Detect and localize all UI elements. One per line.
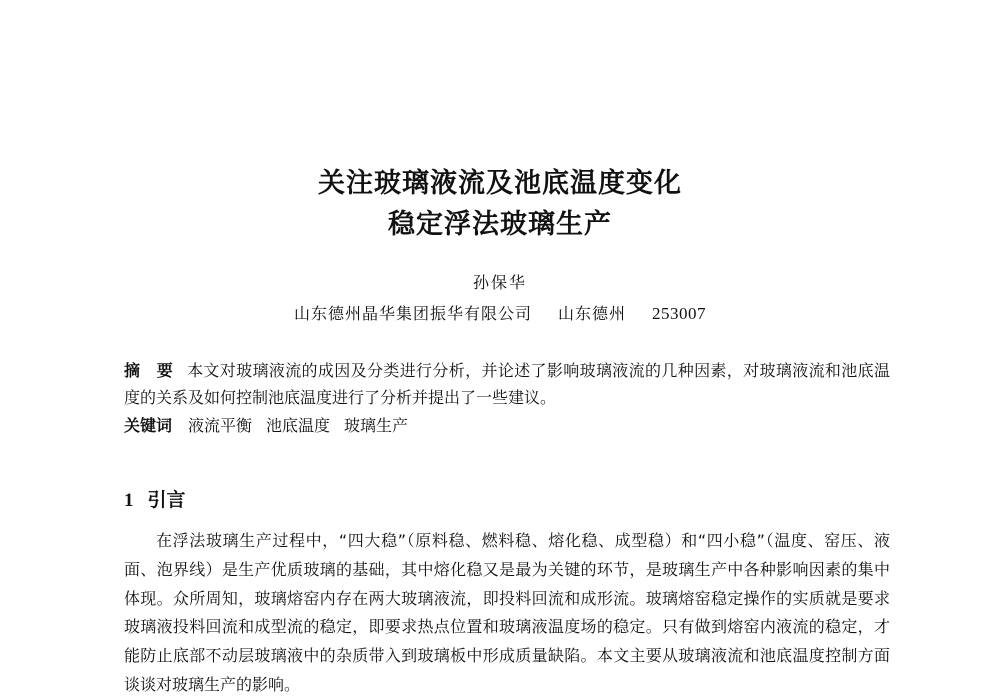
section-title: 引言 <box>147 489 186 511</box>
keyword-item: 液流平衡 <box>188 416 253 435</box>
keywords-label: 关键词 <box>124 416 173 435</box>
affiliation-city: 山东德州 <box>558 304 627 323</box>
section-paragraph: 在浮法玻璃生产过程中，“四大稳”（原料稳、燃料稳、熔化稳、成型稳）和“四小稳”（温度、窑压、液面、泡界线）是生产优质玻璃的基础，其中熔化稳又是最为关键的环节，是玻璃生产中各种影响因素的集中体现。众所周知，玻璃熔窑内存在两大玻璃液流，即投料回流和成形流。玻璃熔窑稳定操作的实质就是要求玻璃液投料回流和成型流的稳定，即要求热点位置和玻璃液温度场的稳定。只有做到熔窑内液流的稳定，才能防止底部不动层玻璃液中的杂质带入到玻璃板中形成质量缺陷。本文主要从玻璃液流和池底温度控制方面谈谈对玻璃生产的影响。 <box>124 531 890 694</box>
keyword-item: 玻璃生产 <box>344 416 409 435</box>
abstract <box>124 357 890 411</box>
abstract-text: 本文对玻璃液流的成因及分类进行分析，并论述了影响玻璃液流的几种因素，对玻璃液流和池底温度的关系及如何控制池底温度进行了分析并提出了一些建议。 <box>124 361 890 407</box>
paper-title-line-1: 关注玻璃液流及池底温度变化 <box>318 168 682 199</box>
affiliation-org: 山东德州晶华集团振华有限公司 <box>293 304 532 323</box>
affiliation <box>0 301 1000 324</box>
section-number: 1 <box>124 490 134 511</box>
paper-title-line-2: 稳定浮法玻璃生产 <box>388 209 612 240</box>
abstract-label: 摘 要 <box>124 361 174 380</box>
keyword-item: 池底温度 <box>266 416 331 435</box>
author-name: 孙保华 <box>472 273 527 292</box>
keywords <box>124 412 890 439</box>
section-heading <box>124 485 186 512</box>
affiliation-postcode: 253007 <box>652 304 707 323</box>
